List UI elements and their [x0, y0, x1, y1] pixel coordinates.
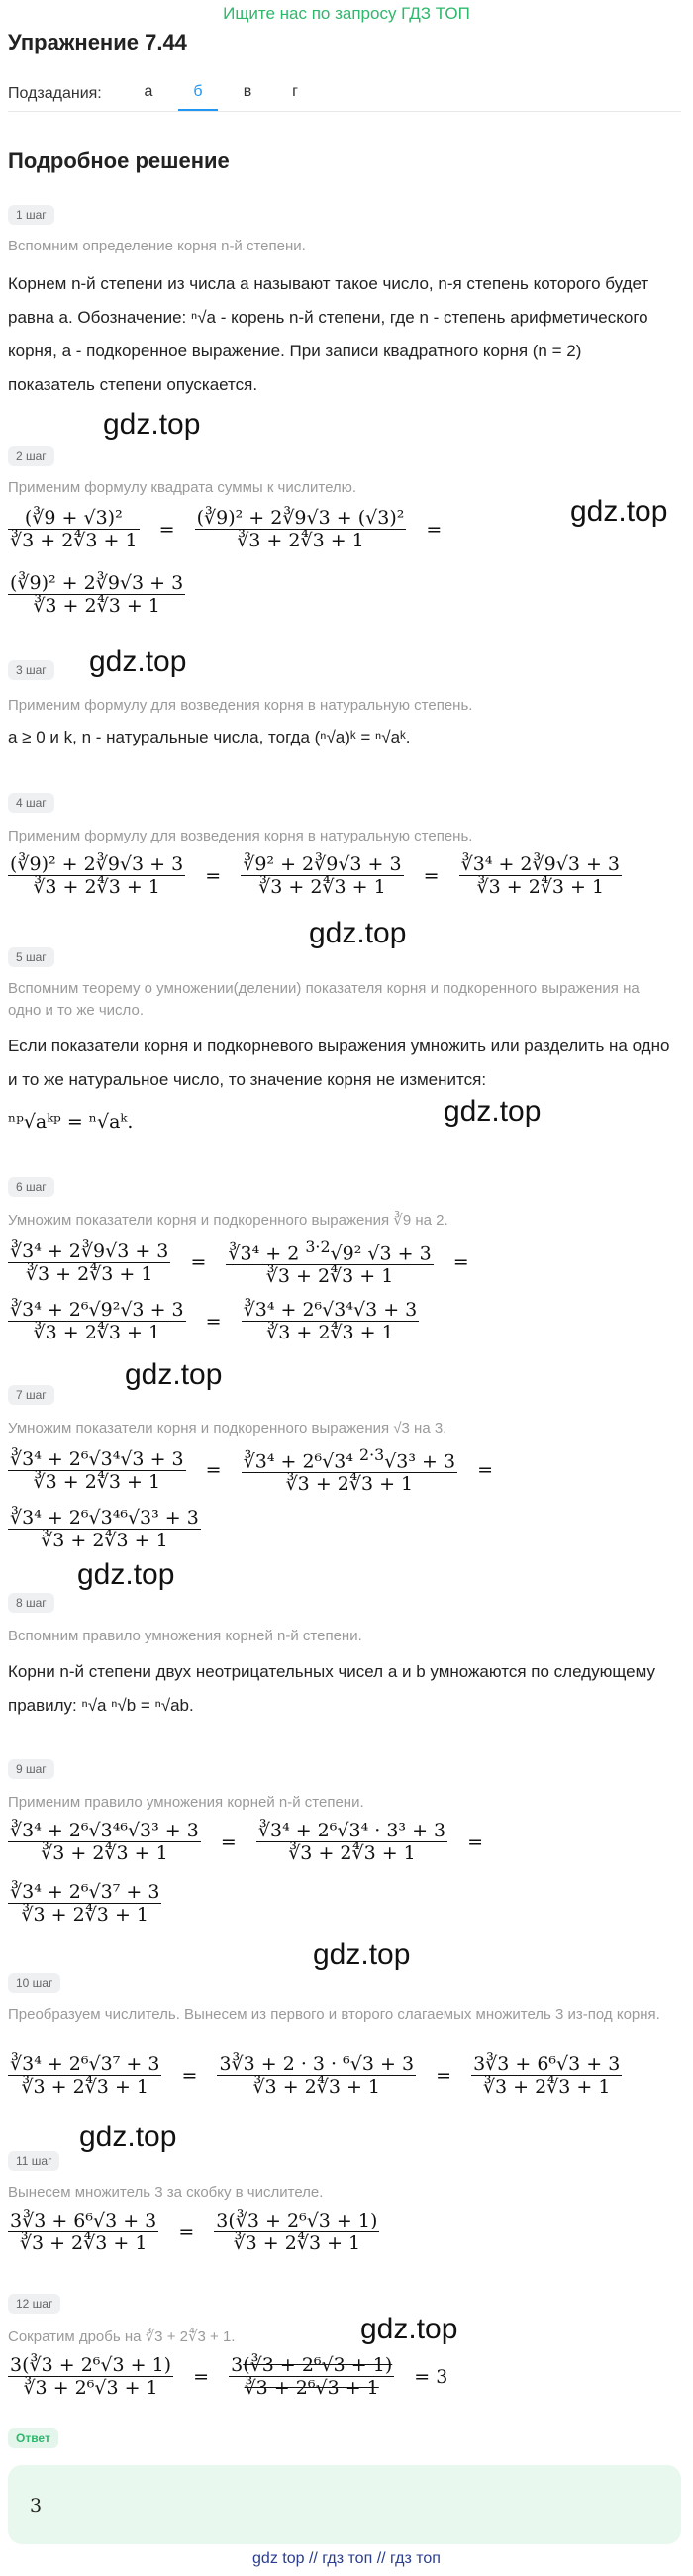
- step-badge: 12 шаг: [8, 2294, 60, 2314]
- step-formula: $\frac{\text{∛3⁴ + 2∛9√3 + 3}}{∛3 + 2∜3 + 1}$ = $\frac{∛3^4 + 2 ^{3\cdot 2}√9^2 √3 + 3}{∛3 + 2∜3 + 1}$ =: [10, 1238, 469, 1288]
- tab-a[interactable]: а: [144, 83, 153, 100]
- answer-badge: Ответ: [8, 2428, 58, 2448]
- answer-value: 3: [30, 2495, 43, 2517]
- step-hint: Применим формулу для возведения корня в натуральную степень.: [8, 828, 473, 844]
- step-badge: 2 шаг: [8, 446, 54, 466]
- step-text: Корнем n-й степени из числа a называют такое число, n-я степень которого будет равна a. Обозначение: ⁿ√a - корень n-й степени, где n - степень арифметического корня, a - подкоренное выражение. При записи квадратного корня (n = 2) показатель степени опускается.: [8, 274, 649, 394]
- step-text: Корни n-й степени двух неотрицательных чисел a и b умножаются по следующему правилу: ⁿ√a ⁿ√b = ⁿ√ab.: [8, 1662, 655, 1715]
- step-formula: $\frac{\text{∛3⁴ + 2⁶√3⁷ + 3}}{∛3 + 2∜3 + 1}$ = $\frac{\text{3∛3 + 2 · 3 · ⁶√3 + 3}}{∛3 + 2∜3 + 1}$ = $\frac{\text{3∛3 + 6⁶√3 + 3}}{∛3 + 2∜3 + 1}$: [10, 2053, 621, 2098]
- step-text: Если показатели корня и подкорневого выражения умножить или разделить на одно и то же натуральное число, то значение корня не изменится:: [8, 1037, 670, 1089]
- step-hint: Вспомним теорему о умножении(делении) показателя корня и подкоренного выражения на одно и то же число.: [8, 980, 640, 1019]
- step-badge: 8 шаг: [8, 1593, 54, 1613]
- watermark: gdz.top: [570, 495, 668, 528]
- step-formula: $\frac{\text{∛3⁴ + 2⁶√3⁴⁶√3³ + 3}}{∛3 + 2∜3 + 1}$ = $\frac{\text{∛3⁴ + 2⁶√3⁴ · 3³ + 3}}{∛3 + 2∜3 + 1}$ =: [10, 1820, 484, 1864]
- step-hint: Применим правило умножения корней n-й степени.: [8, 1794, 364, 1811]
- step-badge: 4 шаг: [8, 793, 54, 813]
- step-hint: Сократим дробь на ∛3 + 2∜3 + 1.: [8, 2328, 236, 2345]
- top-banner: Ищите нас по запросу ГДЗ ТОП: [223, 4, 470, 23]
- step-hint: Умножим показатели корня и подкоренного выражения √3 на 3.: [8, 1420, 447, 1437]
- step-badge: 1 шаг: [8, 205, 54, 225]
- step-formula: $\frac{\text{3∛3 + 6⁶√3 + 3}}{∛3 + 2∜3 + 1}$ = $\frac{\text{3(∛3 + 2⁶√3 + 1)}}{∛3 + 2∜3 + 1}$: [10, 2210, 378, 2254]
- answer-box: [8, 2465, 681, 2544]
- step-hint: Вынесем множитель 3 за скобку в числителе.: [8, 2184, 324, 2201]
- step-formula: $\frac{\text{∛3⁴ + 2⁶√3⁷ + 3}}{∛3 + 2∜3 + 1}$: [10, 1881, 160, 1926]
- step-badge: 3 шаг: [8, 660, 54, 680]
- watermark: gdz.top: [125, 1358, 223, 1391]
- step-hint: Преобразуем числитель. Вынесем из первого и второго слагаемых множитель 3 из-под корня.: [8, 2006, 660, 2023]
- step-badge: 6 шаг: [8, 1177, 54, 1197]
- tabs-divider: [8, 111, 681, 112]
- watermark: gdz.top: [313, 1938, 411, 1971]
- step-hint: Вспомним правило умножения корней n-й степени.: [8, 1628, 362, 1644]
- step-formula: $\frac{\text{(∛9)² + 2∛9√3 + 3}}{∛3 + 2∜3 + 1}$ = $\frac{\text{∛9² + 2∛9√3 + 3}}{∛3 + 2∜3 + 1}$ = $\frac{\text{∛3⁴ + 2∛9√3 + 3}}{∛3 + 2∜3 + 1}$: [10, 853, 621, 898]
- page-title: Упражнение 7.44: [8, 30, 187, 54]
- step-formula: $\frac{\text{∛3⁴ + 2⁶√3⁴⁶√3³ + 3}}{∛3 + 2∜3 + 1}$: [10, 1507, 199, 1551]
- section-title: Подробное решение: [8, 149, 230, 173]
- step-formula: ⁿᵖ√aᵏᵖ = ⁿ√aᵏ.: [8, 1111, 134, 1133]
- step-hint: Применим формулу квадрата суммы к числителю.: [8, 479, 357, 496]
- tab-v[interactable]: в: [243, 83, 252, 100]
- step-formula: $\frac{\text{∛3⁴ + 2⁶√9²√3 + 3}}{∛3 + 2∜3 + 1}$ = $\frac{\text{∛3⁴ + 2⁶√3⁴√3 + 3}}{∛3 + 2∜3 + 1}$: [10, 1299, 418, 1343]
- watermark: gdz.top: [79, 2121, 177, 2153]
- watermark: gdz.top: [444, 1095, 542, 1128]
- footer-links[interactable]: gdz top // гдз топ // гдз топ: [252, 2550, 441, 2567]
- step-formula: $\frac{\text{∛3⁴ + 2⁶√3⁴√3 + 3}}{∛3 + 2∜3 + 1}$ = $\frac{∛3^4 + 2^6√3^4 ^{2\cdot 3}√3^3 + 3}{∛3 + 2∜3 + 1}$ =: [10, 1445, 494, 1496]
- step-badge: 9 шаг: [8, 1759, 54, 1779]
- tab-b[interactable]: б: [178, 83, 218, 112]
- step-badge: 10 шаг: [8, 1973, 60, 1993]
- subtasks-label: Подзадания:: [8, 85, 102, 102]
- step-formula: $\frac{\text{(∛9 + √3)²}}{∛3 + 2∜3 + 1}$ = $\frac{\text{(∛9)² + 2∛9√3 + (√3)²}}{∛3 + 2∜3 + 1}$ =: [10, 507, 443, 551]
- watermark: gdz.top: [89, 645, 187, 678]
- watermark: gdz.top: [103, 408, 201, 441]
- step-hint: Вспомним определение корня n-й степени.: [8, 238, 306, 254]
- watermark: gdz.top: [360, 2313, 458, 2345]
- watermark: gdz.top: [77, 1558, 175, 1591]
- watermark: gdz.top: [309, 917, 407, 949]
- step-badge: 7 шаг: [8, 1385, 54, 1405]
- step-formula: $\frac{\text{(∛9)² + 2∛9√3 + 3}}{∛3 + 2∜3 + 1}$: [10, 572, 184, 617]
- tab-g[interactable]: г: [292, 83, 298, 100]
- step-hint: Умножим показатели корня и подкоренного выражения ∛9 на 2.: [8, 1212, 448, 1229]
- step-badge: 5 шаг: [8, 947, 54, 967]
- step-hint: Применим формулу для возведения корня в натуральную степень.: [8, 697, 473, 714]
- step-formula: $\frac{\text{3(∛3 + 2⁶√3 + 1)}}{\text{∛3 + 2⁶√3 + 1}}$ = $\frac{\text{3(∛3 + 2⁶√3 + 1)}}{\text{∛3 + 2⁶√3 + 1}}$ = 3: [10, 2354, 448, 2399]
- step-text: a ≥ 0 и k, n - натуральные числа, тогда (ⁿ√a)ᵏ = ⁿ√aᵏ.: [8, 728, 411, 746]
- step-badge: 11 шаг: [8, 2151, 59, 2171]
